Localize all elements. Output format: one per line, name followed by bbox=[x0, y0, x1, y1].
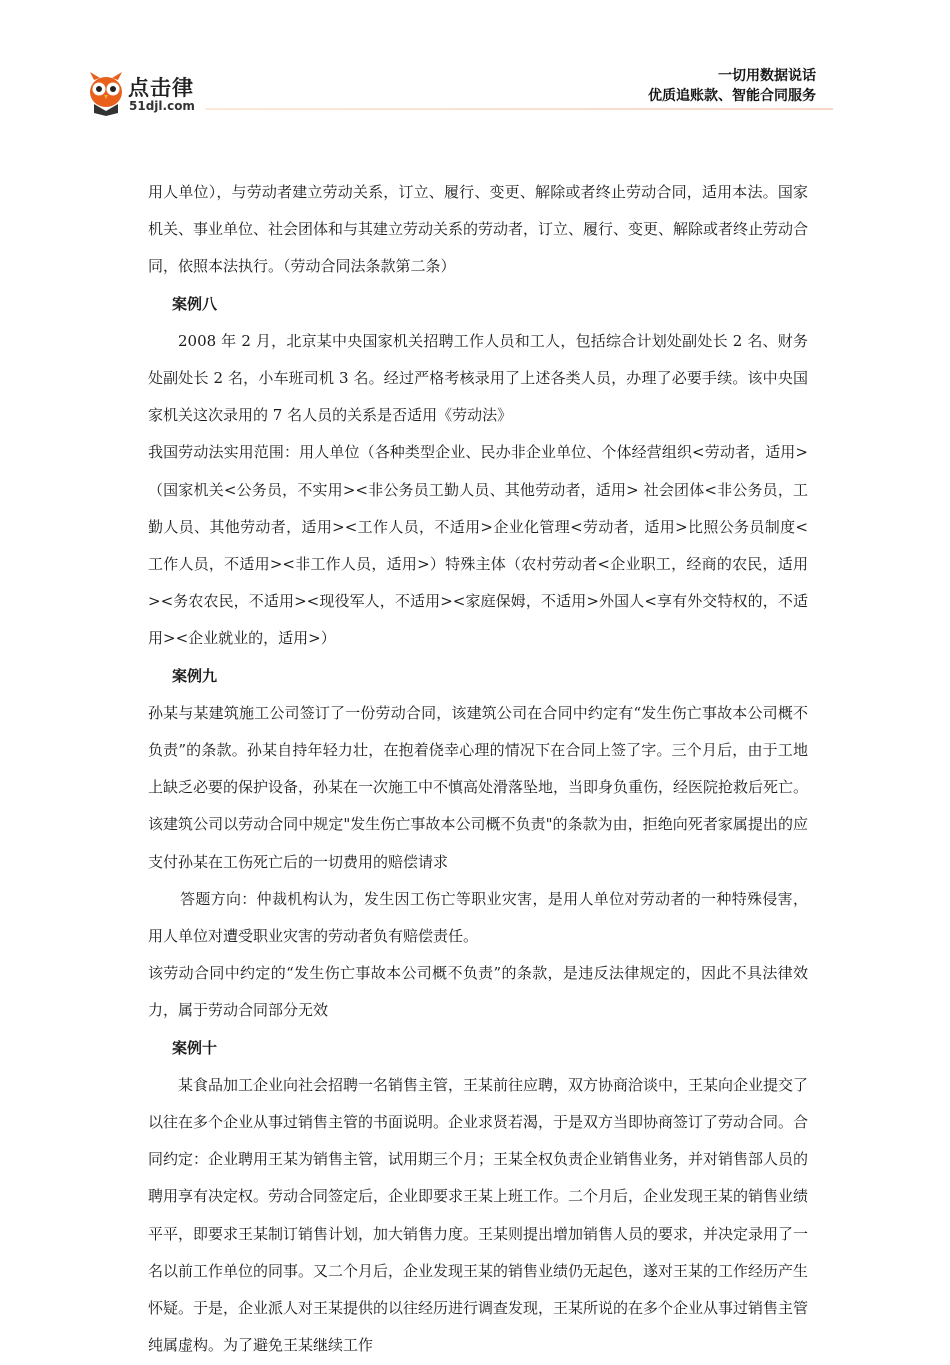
case-8-text: 2008 年 2 月，北京某中央国家机关招聘工作人员和工人，包括综合计划处副处长 2 名、财务处副处长 2 名，小车班司机 3 名。经过严格考核录用了上述各类人员，办理了必要手续。该中央国家机关这次录用的 7 名人员的关系是否适用《劳动法》 bbox=[148, 331, 808, 425]
case-8-heading: 案例八 bbox=[172, 294, 218, 313]
case-10-text: 某食品加工企业向社会招聘一名销售主管，王某前往应聘，双方协商洽谈中，王某向企业提交了以往在多个企业从事过销售主管的书面说明。企业求贤若渴，于是双方当即协商签订了劳动合同。合同约定：企业聘用王某为销售主管，试用期三个月；王某全权负责企业销售业务，并对销售部人员的聘用享有决定权。劳动合同签定后，企业即要求王某上班工作。二个月后，企业发现王某的销售业绩平平，即要求王某制订销售计划，加大销售力度。王某则提出增加销售人员的要求，并决定录用了一名以前工作单位的同事。又二个月后，企业发现王某的销售业绩仍无起色，遂对王某的工作经历产生怀疑。于是，企业派人对王某提供的以往经历进行调查发现，王某所说的在多个企业从事过销售主管纯属虚构。为了避免王某继续工作 bbox=[148, 1075, 809, 1355]
owl-logo-icon bbox=[86, 70, 126, 116]
page-header bbox=[0, 0, 950, 120]
logo-name: 点击律 bbox=[128, 76, 194, 100]
case-9-text: 孙某与某建筑施工公司签订了一份劳动合同，该建筑公司在合同中约定有“发生伤亡事故本公司概不负责”的条款。孙某自持年轻力壮，在抱着侥幸心理的情况下在合同上签了字。三个月后，由于工地上缺乏必要的保护设备，孙某在一次施工中不慎高处滑落坠地，当即身负重伤，经医院抢救后死亡。该建筑公司以劳动合同中规定"发生伤亡事故本公司概不负责"的条款为由，拒绝向死者家属提出的应支付孙某在工伤死亡后的一切费用的赔偿请求 bbox=[148, 703, 809, 871]
logo-domain: 51djl.com bbox=[129, 99, 195, 113]
logo[interactable] bbox=[86, 70, 216, 118]
document-body bbox=[148, 174, 808, 1365]
header-divider bbox=[205, 108, 833, 110]
case-8-analysis: 我国劳动法实用范围：用人单位（各种类型企业、民办非企业单位、个体经营组织<劳动者，适用>（国家机关<公务员，不实用><非公务员工勤人员、其他劳动者，适用> 社会团体<非公务员，工勤人员、其他劳动者，适用><工作人员，不适用>企业化管理<劳动者，适用>比照公务员制度<工作人员，不适用><非工作人员，适用>）特殊主体（农村劳动者<企业职工，经商的农民，适用><务农农民，不适用><现役军人，不适用><家庭保姆，不适用>外国人<享有外交特权的，不适用><企业就业的，适用>） bbox=[148, 443, 808, 648]
paragraph-law-scope: 用人单位），与劳动者建立劳动关系，订立、履行、变更、解除或者终止劳动合同，适用本法。国家机关、事业单位、社会团体和与其建立劳动关系的劳动者，订立、履行、变更、解除或者终止劳动合同，依照本法执行。（劳动合同法条款第二条） bbox=[148, 183, 809, 276]
slogan-line-1: 一切用数据说话 bbox=[718, 68, 816, 84]
slogan-line-2: 优质追账款、智能合同服务 bbox=[648, 88, 816, 104]
case-9-conclusion: 该劳动合同中约定的“发生伤亡事故本公司概不负责”的条款，是违反法律规定的，因此不具法律效力，属于劳动合同部分无效 bbox=[148, 964, 808, 1020]
case-9-heading: 案例九 bbox=[172, 666, 218, 685]
case-9-answer: 答题方向：仲裁机构认为，发生因工伤亡等职业灾害，是用人单位对劳动者的一种特殊侵害，用人单位对遭受职业灾害的劳动者负有赔偿责任。 bbox=[148, 889, 808, 946]
case-10-heading: 案例十 bbox=[172, 1038, 218, 1057]
header-slogan bbox=[648, 66, 816, 106]
